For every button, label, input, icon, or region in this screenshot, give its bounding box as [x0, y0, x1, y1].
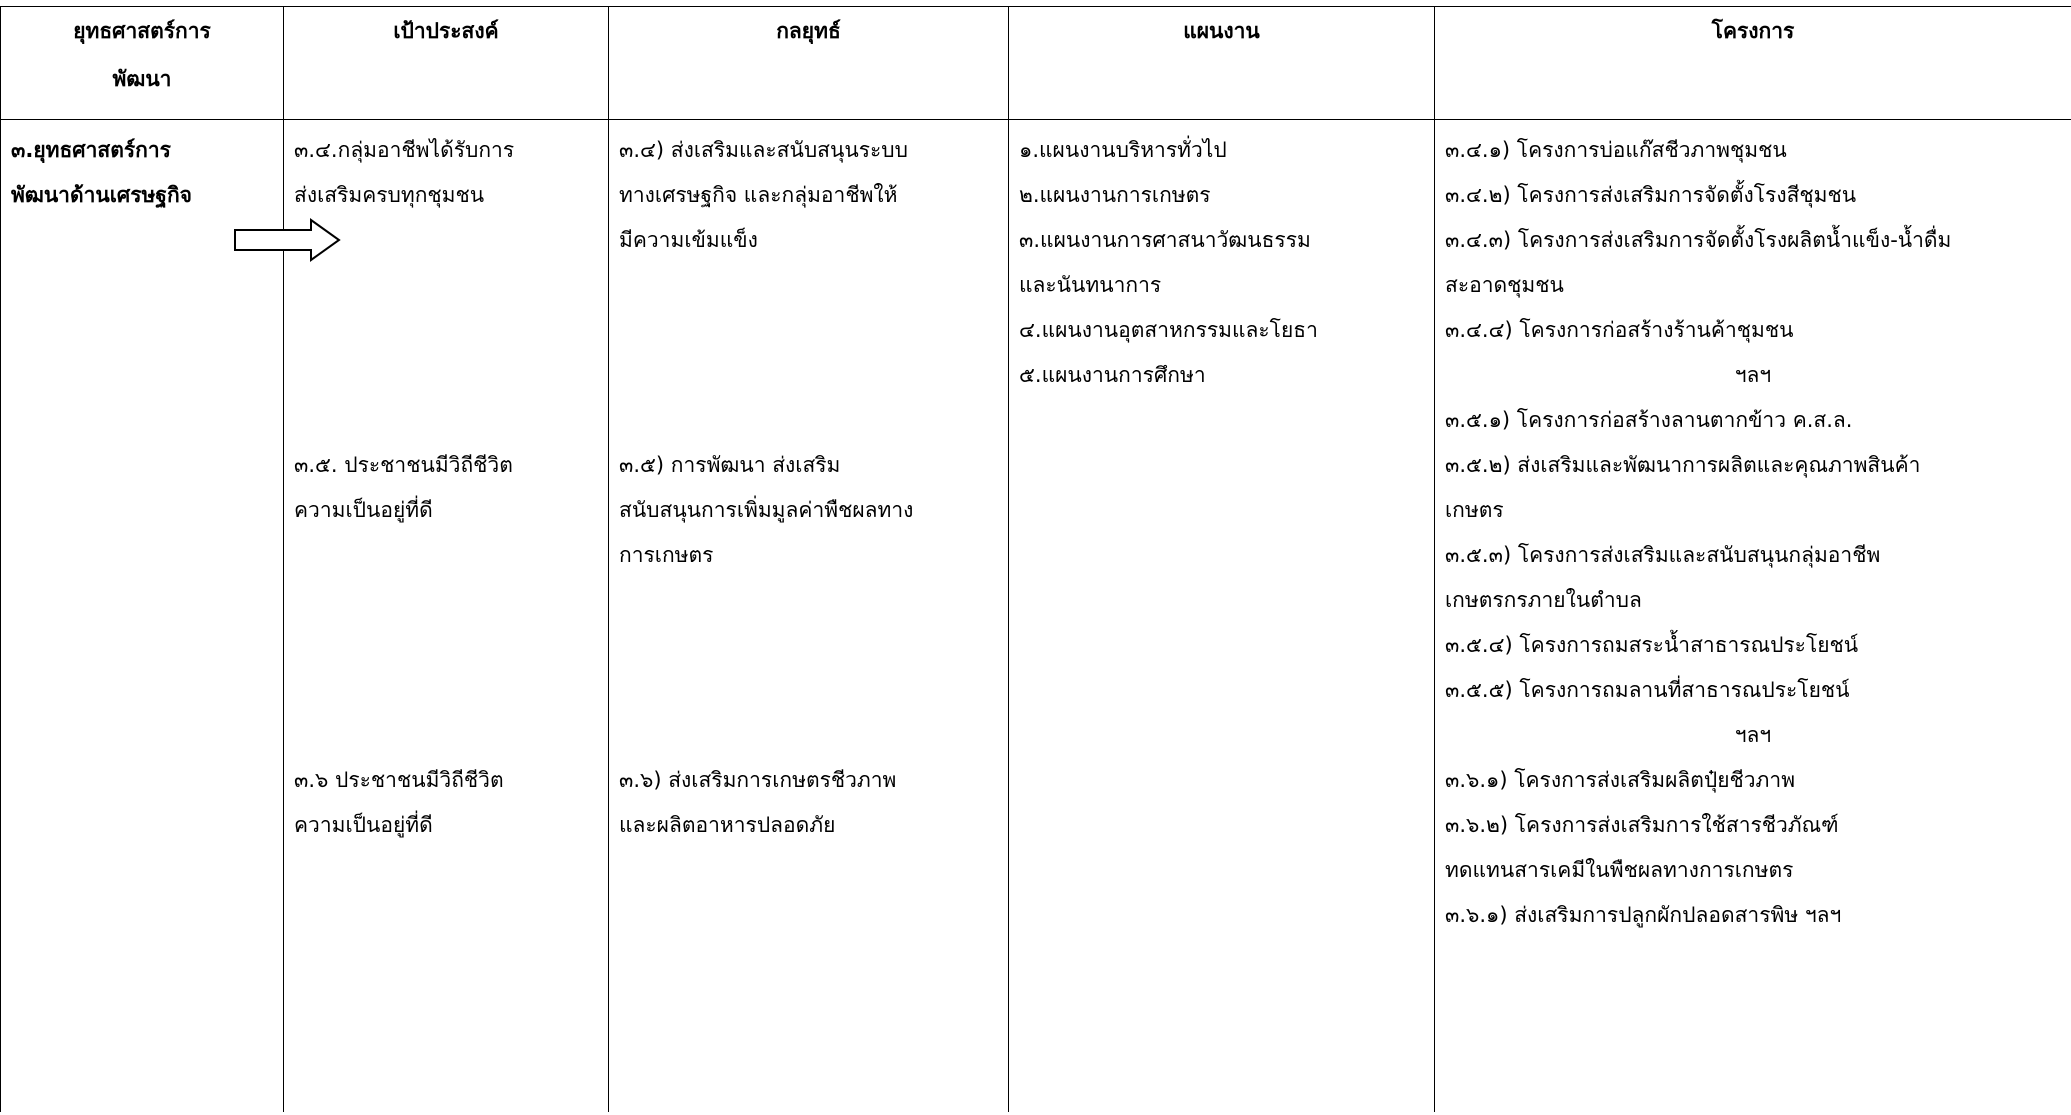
cell-line: [294, 353, 598, 398]
cell-line: [619, 668, 998, 713]
cell-line: ๓.๕.๒) ส่งเสริมและพัฒนาการผลิตและคุณภาพสินค้า: [1445, 453, 1921, 477]
cell-line: [294, 713, 598, 758]
cell-line: ทางเศรษฐกิจ และกลุ่มอาชีพให้: [619, 183, 898, 207]
cell-line: ๒.แผนงานการเกษตร: [1019, 183, 1211, 207]
cell-line: ๕.แผนงานการศึกษา: [1019, 363, 1206, 387]
header-strategy: [1, 7, 284, 120]
cell-line: ๓.๔.๓) โครงการส่งเสริมการจัดตั้งโรงผลิตน้ำแข็ง-น้ำดื่ม: [1445, 228, 1952, 252]
cell-line: [294, 668, 598, 713]
cell-line: [294, 623, 598, 668]
cell-line: ๓.๕.๑) โครงการก่อสร้างลานตากข้าว ค.ส.ล.: [1445, 408, 1853, 432]
cell-line: [294, 263, 598, 308]
table-header-row: [1, 7, 2071, 120]
cell-line: ๔.แผนงานอุตสาหกรรมและโยธา: [1019, 318, 1318, 342]
header-text: พัฒนา: [112, 67, 172, 91]
cell-line: การเกษตร: [619, 543, 714, 567]
cell-line: [619, 713, 998, 758]
cell-line: ๑.แผนงานบริหารทั่วไป: [1019, 138, 1227, 162]
cell-line: [619, 263, 998, 308]
cell-project: [1435, 120, 2071, 1113]
cell-line: ๓.๕.๔) โครงการถมสระน้ำสาธารณประโยชน์: [1445, 633, 1859, 657]
header-goal: [284, 7, 609, 120]
cell-line: ความเป็นอยู่ที่ดี: [294, 498, 433, 522]
header-text: เป้าประสงค์: [393, 19, 499, 43]
cell-line: ๓.๔) ส่งเสริมและสนับสนุนระบบ: [619, 138, 908, 162]
header-text: แผนงาน: [1183, 19, 1260, 43]
cell-tactic: [609, 120, 1009, 1113]
cell-line: [619, 578, 998, 623]
cell-line: ๓.๔.๔) โครงการก่อสร้างร้านค้าชุมชน: [1445, 318, 1794, 342]
cell-line: สะอาดชุมชน: [1445, 273, 1564, 297]
cell-line: ฯลฯ: [1734, 363, 1772, 387]
cell-line: [294, 308, 598, 353]
header-text: กลยุทธ์: [776, 19, 841, 43]
cell-line: ๓.๔.๑) โครงการบ่อแก๊สชีวภาพชุมชน: [1445, 138, 1787, 162]
cell-line: ทดแทนสารเคมีในพืชผลทางการเกษตร: [1445, 858, 1794, 882]
cell-line: เกษตร: [1445, 498, 1504, 522]
right-arrow-icon: [233, 218, 343, 262]
header-project: [1435, 7, 2071, 120]
cell-line: ๓.๖.๑) ส่งเสริมการปลูกผักปลอดสารพิษ ฯลฯ: [1445, 903, 1842, 927]
cell-line: ความเป็นอยู่ที่ดี: [294, 813, 433, 837]
header-plan: [1009, 7, 1435, 120]
strategy-table: [0, 6, 2071, 1112]
cell-line: ๓.๕.๓) โครงการส่งเสริมและสนับสนุนกลุ่มอาชีพ: [1445, 543, 1881, 567]
cell-line: [619, 398, 998, 443]
cell-line: [619, 353, 998, 398]
cell-line: ๓.๖) ส่งเสริมการเกษตรชีวภาพ: [619, 768, 897, 792]
cell-line: ๓.๕. ประชาชนมีวิถีชีวิต: [294, 453, 513, 477]
cell-line: เกษตรกรภายในตำบล: [1445, 588, 1642, 612]
cell-line: ฯลฯ: [1734, 723, 1772, 747]
cell-line: ๓.แผนงานการศาสนาวัฒนธรรม: [1019, 228, 1311, 252]
cell-goal: [284, 120, 609, 1113]
cell-line: มีความเข้มแข็ง: [619, 228, 758, 252]
cell-plan: [1009, 120, 1435, 1113]
cell-line: ๓.๔.กลุ่มอาชีพได้รับการ: [294, 138, 515, 162]
cell-line: สนับสนุนการเพิ่มมูลค่าพืชผลทาง: [619, 498, 914, 522]
cell-line: ส่งเสริมครบทุกชุมชน: [294, 183, 485, 207]
cell-line: ๓.๕) การพัฒนา ส่งเสริม: [619, 453, 841, 477]
cell-line: และนันทนาการ: [1019, 273, 1162, 297]
cell-line: ๓.๖.๑) โครงการส่งเสริมผลิตปุ๋ยชีวภาพ: [1445, 768, 1796, 792]
cell-line: ๓.๕.๕) โครงการถมลานที่สาธารณประโยชน์: [1445, 678, 1850, 702]
cell-line: [294, 578, 598, 623]
header-text: ยุทธศาสตร์การ: [73, 19, 211, 43]
cell-strategy: [1, 120, 284, 1113]
cell-line: ๓.๖ ประชาชนมีวิถีชีวิต: [294, 768, 504, 792]
cell-line: ๓.๔.๒) โครงการส่งเสริมการจัดตั้งโรงสีชุมชน: [1445, 183, 1857, 207]
header-tactic: [609, 7, 1009, 120]
cell-line: พัฒนาด้านเศรษฐกิจ: [11, 183, 192, 207]
cell-line: และผลิตอาหารปลอดภัย: [619, 813, 836, 837]
cell-line: ๓.ยุทธศาสตร์การ: [11, 138, 171, 162]
cell-line: ๓.๖.๒) โครงการส่งเสริมการใช้สารชีวภัณฑ์: [1445, 813, 1839, 837]
header-text: โครงการ: [1711, 19, 1795, 43]
cell-line: [294, 398, 598, 443]
cell-line: [294, 533, 598, 578]
cell-line: [619, 308, 998, 353]
table-row: [1, 120, 2071, 1113]
cell-line: [619, 623, 998, 668]
